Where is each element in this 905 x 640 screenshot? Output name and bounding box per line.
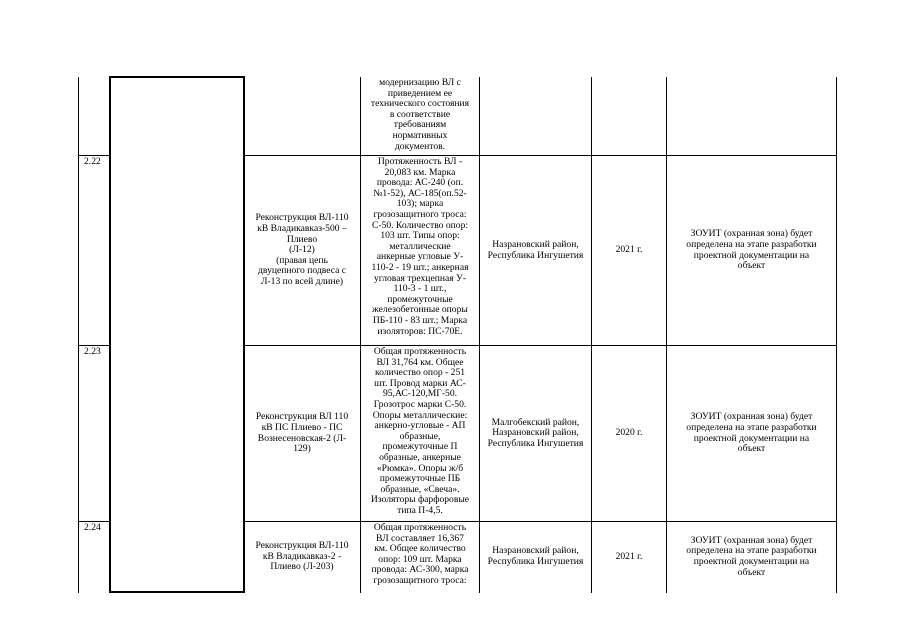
description-line: Общая протяженность — [373, 523, 467, 533]
description-line: образные, анкерные — [379, 451, 461, 463]
note-line: проектной документации на — [693, 432, 810, 444]
year-text: 2021 г. — [615, 550, 643, 562]
note-line: определена на этапе разработки — [686, 421, 817, 433]
description-line: 20,083 км. Марка — [384, 166, 456, 178]
description-line: Общая протяженность — [373, 347, 467, 357]
description-line: Изоляторы фарфоровые — [370, 494, 470, 506]
name-line: кВ Владикавказ-2 - — [262, 550, 342, 562]
name-line: Плиево (Л-203) — [270, 561, 334, 573]
description-line: грозозащитного троса: — [373, 574, 467, 586]
location-line: Назрановский район, — [492, 545, 579, 557]
location-line: Республика Ингушетия — [487, 249, 584, 261]
description-line: Протяженность ВЛ - — [377, 157, 463, 167]
description-line: 103 шт. Типы опор: — [380, 230, 460, 242]
description-line: требованиям — [393, 119, 447, 131]
note-line: ЗОУИТ (охранная зона) будет — [690, 534, 813, 546]
name-line: Л-13 по всей длине) — [260, 275, 344, 287]
name-line: (Л-12) — [289, 244, 315, 256]
description-line: технического состояния — [370, 98, 470, 110]
location-line: Республика Ингушетия — [487, 556, 584, 567]
name-line: Реконструкция ВЛ 110 — [255, 411, 349, 423]
description-line: железобетонные опоры — [372, 304, 468, 316]
description-line: опор: 109 шт. Марка — [378, 553, 462, 565]
name-line: 129) — [293, 443, 311, 455]
table-border-bottom — [109, 591, 245, 593]
location-line: Республика Ингушетия — [487, 437, 584, 449]
description-line: изоляторов: ПС-70Е. — [377, 325, 463, 337]
note-line: проектной документации на — [693, 556, 810, 567]
description-line: образные, «Свеча». — [380, 483, 460, 495]
location-line: Назрановский район, — [492, 427, 579, 439]
name-line: (правая цепь — [276, 254, 328, 266]
description-line: промежуточные — [387, 293, 453, 305]
name-line: Реконструкция ВЛ-110 — [255, 540, 349, 552]
description-line: анкерные угловые У- — [376, 251, 464, 263]
note-line: объект — [737, 443, 766, 455]
note-cell — [667, 522, 836, 592]
note-line: определена на этапе разработки — [686, 238, 817, 250]
location-cell — [480, 156, 591, 345]
row-number: 2.23 — [84, 346, 101, 357]
description-line: ВЛ 31,764 км. Общее — [376, 356, 464, 368]
description-line: документов. — [394, 140, 446, 152]
object-name-cell — [244, 346, 360, 521]
location-cell — [480, 522, 591, 592]
column-divider — [109, 77, 111, 593]
row-number: 2.24 — [84, 522, 101, 533]
description-line: провода: АС-240 (оп. — [376, 177, 464, 189]
note-cell — [667, 156, 836, 345]
note-line: объект — [737, 566, 766, 578]
note-cell — [667, 346, 836, 521]
description-line: ВЛ составляет 16,367 — [376, 532, 464, 544]
name-line: Вознесеновская-2 (Л- — [257, 432, 347, 444]
description-line: ПБ-110 - 83 шт.; Марка — [372, 314, 468, 326]
name-line: кВ Владикавказ-500 – — [257, 223, 347, 235]
name-line: Плиево — [286, 233, 318, 245]
note-line: ЗОУИТ (охранная зона) будет — [690, 411, 813, 423]
table-border-top — [109, 76, 245, 78]
location-cell — [480, 346, 591, 521]
year-text: 2020 г. — [615, 427, 643, 439]
description-line: нормативных — [392, 129, 448, 141]
description-line: в соответствие — [389, 108, 451, 120]
description-line: грозозащитного троса: — [373, 208, 467, 220]
location-line: Малгобекский район, — [491, 416, 580, 428]
description-line: 110-2 - 19 шт.; анкерная — [371, 261, 469, 273]
note-line: объект — [737, 260, 766, 272]
description-line: образные, — [399, 430, 441, 442]
description-line: типа П-4,5. — [397, 504, 443, 516]
description-line: провода: АС-300, марка — [371, 564, 469, 576]
object-name-cell — [244, 522, 360, 592]
year-text: 2021 г. — [615, 244, 643, 256]
description-line: «Рюмка». Опоры ж/б — [376, 462, 464, 474]
name-line: двуцепного подвеса с — [257, 265, 347, 277]
description-line: анкерно-угловые - АП — [374, 420, 466, 432]
description-cell — [361, 78, 479, 155]
note-line: ЗОУИТ (охранная зона) будет — [690, 228, 813, 240]
description-line: С-50. Количество опор: — [371, 219, 469, 231]
row-number: 2.22 — [84, 156, 101, 167]
description-cell — [361, 347, 479, 521]
description-line: 95,АС-120,МГ-50. — [382, 388, 458, 400]
description-cell — [361, 523, 479, 592]
description-line: №1-52), АС-185(оп.52- — [373, 187, 467, 199]
note-line: определена на этапе разработки — [686, 545, 817, 557]
description-line: промежуточные ПБ — [379, 473, 461, 485]
description-line: Опоры металлические: — [372, 409, 468, 421]
name-line: кВ ПС Плиево - ПС — [261, 421, 343, 433]
description-line: шт. Провод марки АС- — [374, 377, 466, 389]
description-line: 103); марка — [396, 198, 444, 210]
description-cell — [361, 157, 479, 345]
description-line: количество опор - 251 — [374, 367, 466, 379]
object-name-cell — [244, 156, 360, 345]
description-line: модернизацию ВЛ с — [379, 78, 461, 88]
location-line: Назрановский район, — [492, 238, 579, 250]
year-cell — [592, 156, 666, 345]
year-cell — [592, 522, 666, 592]
description-line: приведением ее — [387, 87, 453, 99]
description-line: Грозотрос марки С-50. — [373, 398, 467, 410]
description-line: металлические — [389, 240, 451, 252]
description-line: 110-3 - 1 шт., — [393, 283, 447, 295]
name-line: Реконструкция ВЛ-110 — [255, 212, 349, 224]
year-cell — [592, 346, 666, 521]
description-line: км. Общее количество — [374, 543, 466, 555]
description-line: угловая трехцепная У- — [373, 272, 467, 284]
description-line: промежуточные П — [382, 441, 458, 453]
note-line: проектной документации на — [693, 249, 810, 261]
